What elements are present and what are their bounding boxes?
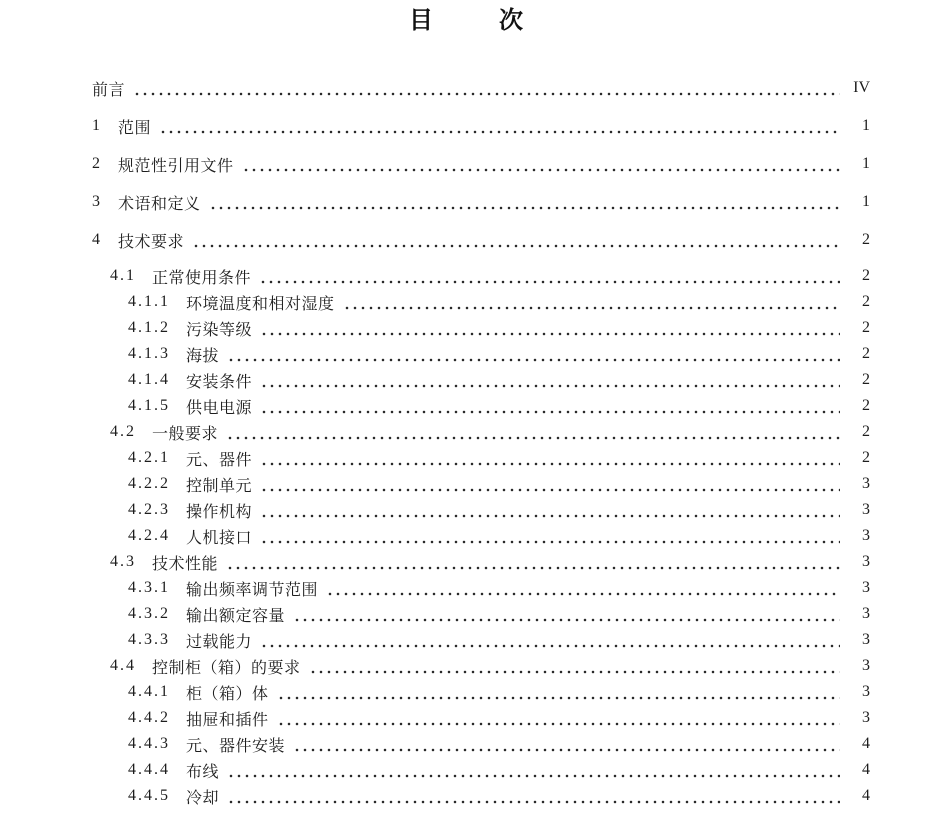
toc-entry-page: 3 <box>862 657 870 674</box>
toc-entry-number: 4.1.5 <box>128 397 170 414</box>
toc-entry-page: 1 <box>862 117 870 134</box>
toc-entry-4-4-1[interactable] <box>0 679 938 705</box>
toc-leader-dots <box>277 705 840 731</box>
toc-leader-dots <box>227 341 840 367</box>
toc-entry-page: 2 <box>862 345 870 362</box>
toc-leader-dots <box>226 549 840 575</box>
toc-entry-4-2-1[interactable] <box>0 445 938 471</box>
toc-entry-number: 4.1 <box>110 267 136 284</box>
toc-entry-number: 4.4.3 <box>128 735 170 752</box>
toc-entry-title: 控制柜（箱）的要求 <box>152 659 301 677</box>
toc-entry-title: 海拔 <box>186 347 220 365</box>
toc-entry-4-2[interactable] <box>0 419 938 445</box>
toc-entry-page: IV <box>853 79 870 96</box>
toc-entry-4-1-5[interactable] <box>0 393 938 419</box>
toc-entry-title: 操作机构 <box>186 503 253 521</box>
toc-leader-dots <box>192 227 840 253</box>
toc-entry-4[interactable] <box>0 227 938 253</box>
toc-entry-number: 4.3.2 <box>128 605 170 622</box>
toc-leader-dots <box>227 783 840 809</box>
toc-leader-dots <box>260 497 840 523</box>
toc-entry-2[interactable] <box>0 151 938 177</box>
toc-entry-foreword[interactable] <box>0 75 938 101</box>
toc-entry-page: 2 <box>862 293 870 310</box>
toc-entry-page: 3 <box>862 501 870 518</box>
toc-entry-title: 正常使用条件 <box>152 269 252 287</box>
toc-leader-dots <box>260 315 840 341</box>
toc-entry-title: 控制单元 <box>186 477 253 495</box>
toc-entry-page: 3 <box>862 683 870 700</box>
toc-entry-title: 污染等级 <box>186 321 253 339</box>
toc-entry-number: 4.4 <box>110 657 136 674</box>
toc-entry-title: 抽屉和插件 <box>186 711 269 729</box>
toc-entry-number: 4.4.5 <box>128 787 170 804</box>
toc-entry-page: 2 <box>862 319 870 336</box>
page-title: 目 次 <box>409 8 529 34</box>
toc-entry-title: 过载能力 <box>186 633 253 651</box>
toc-entry-number: 4.2.4 <box>128 527 170 544</box>
toc-leader-dots <box>260 445 840 471</box>
toc-entry-title: 环境温度和相对湿度 <box>186 295 335 313</box>
toc-entry-4-2-3[interactable] <box>0 497 938 523</box>
toc-entry-title: 前言 <box>92 81 126 99</box>
toc-entry-page: 2 <box>862 423 870 440</box>
toc-entry-title: 柜（箱）体 <box>186 685 269 703</box>
toc-entry-page: 1 <box>862 155 870 172</box>
toc-entry-number: 2 <box>92 155 102 172</box>
toc-entry-4-2-4[interactable] <box>0 523 938 549</box>
toc-leader-dots <box>226 419 840 445</box>
toc-leader-dots <box>133 75 840 101</box>
toc-entry-4-3-3[interactable] <box>0 627 938 653</box>
toc-entry-number: 4.2.2 <box>128 475 170 492</box>
toc-leader-dots <box>343 289 840 315</box>
toc-entry-page: 3 <box>862 553 870 570</box>
toc-entry-title: 输出频率调节范围 <box>186 581 319 599</box>
toc-entry-page: 2 <box>862 371 870 388</box>
toc-entry-title: 冷却 <box>186 789 220 807</box>
toc-entry-title: 一般要求 <box>152 425 219 443</box>
toc-entry-page: 4 <box>862 787 870 804</box>
toc-entry-number: 4.1.1 <box>128 293 170 310</box>
toc-entry-4-4-2[interactable] <box>0 705 938 731</box>
toc-entry-number: 4.4.1 <box>128 683 170 700</box>
toc-entry-page: 3 <box>862 475 870 492</box>
toc-entry-page: 3 <box>862 527 870 544</box>
toc-entry-number: 4.1.3 <box>128 345 170 362</box>
toc-leader-dots <box>242 151 840 177</box>
toc-entry-number: 4.2.3 <box>128 501 170 518</box>
toc-entry-4-2-2[interactable] <box>0 471 938 497</box>
toc-leader-dots <box>260 471 840 497</box>
toc-entry-title: 术语和定义 <box>118 195 201 213</box>
toc-leader-dots <box>260 627 840 653</box>
toc-entry-title: 技术要求 <box>118 233 185 251</box>
toc-entry-number: 4 <box>92 231 102 248</box>
toc-entry-title: 安装条件 <box>186 373 253 391</box>
toc-entry-4-1-3[interactable] <box>0 341 938 367</box>
toc-entry-page: 3 <box>862 579 870 596</box>
toc-entry-page: 4 <box>862 735 870 752</box>
toc-leader-dots <box>309 653 840 679</box>
toc-entry-page: 2 <box>862 267 870 284</box>
toc-entry-title: 人机接口 <box>186 529 253 547</box>
toc-entry-4-1-2[interactable] <box>0 315 938 341</box>
toc-leader-dots <box>293 601 840 627</box>
toc-entry-number: 4.1.2 <box>128 319 170 336</box>
toc-entry-title: 规范性引用文件 <box>118 157 234 175</box>
toc-entry-number: 4.4.2 <box>128 709 170 726</box>
toc-entry-title: 输出额定容量 <box>186 607 286 625</box>
toc-entry-4-4-3[interactable] <box>0 731 938 757</box>
toc-leader-dots <box>326 575 840 601</box>
toc-entry-title: 范围 <box>118 119 152 137</box>
toc-leader-dots <box>293 731 840 757</box>
toc-entry-title: 供电电源 <box>186 399 253 417</box>
toc-entry-number: 4.3.3 <box>128 631 170 648</box>
toc-leader-dots <box>209 189 840 215</box>
toc-entry-title: 元、器件安装 <box>186 737 286 755</box>
toc-entry-title: 布线 <box>186 763 220 781</box>
toc-entry-title: 技术性能 <box>152 555 219 573</box>
toc-entry-number: 4.2.1 <box>128 449 170 466</box>
toc-entry-page: 2 <box>862 231 870 248</box>
toc-entry-page: 1 <box>862 193 870 210</box>
toc-entry-page: 2 <box>862 397 870 414</box>
toc-entry-number: 1 <box>92 117 102 134</box>
table-of-contents <box>0 75 938 809</box>
toc-entry-number: 3 <box>92 193 102 210</box>
toc-entry-number: 4.2 <box>110 423 136 440</box>
toc-entry-4-4-4[interactable] <box>0 757 938 783</box>
toc-entry-page: 3 <box>862 631 870 648</box>
toc-entry-4-4-5[interactable] <box>0 783 938 809</box>
toc-entry-4-1-4[interactable] <box>0 367 938 393</box>
toc-leader-dots <box>159 113 840 139</box>
toc-entry-page: 3 <box>862 605 870 622</box>
toc-entry-4-3-1[interactable] <box>0 575 938 601</box>
toc-entry-4-3-2[interactable] <box>0 601 938 627</box>
toc-entry-number: 4.3.1 <box>128 579 170 596</box>
toc-entry-4-1-1[interactable] <box>0 289 938 315</box>
toc-entry-number: 4.4.4 <box>128 761 170 778</box>
toc-entry-page: 2 <box>862 449 870 466</box>
toc-leader-dots <box>260 393 840 419</box>
toc-entry-4-3[interactable] <box>0 549 938 575</box>
toc-leader-dots <box>260 367 840 393</box>
toc-entry-4-4[interactable] <box>0 653 938 679</box>
toc-entry-page: 3 <box>862 709 870 726</box>
toc-entry-number: 4.3 <box>110 553 136 570</box>
toc-entry-title: 元、器件 <box>186 451 253 469</box>
toc-leader-dots <box>260 523 840 549</box>
toc-leader-dots <box>259 263 840 289</box>
toc-leader-dots <box>277 679 840 705</box>
toc-entry-number: 4.1.4 <box>128 371 170 388</box>
toc-entry-1[interactable] <box>0 113 938 139</box>
toc-leader-dots <box>227 757 840 783</box>
toc-entry-page: 4 <box>862 761 870 778</box>
toc-entry-4-1[interactable] <box>0 263 938 289</box>
toc-entry-3[interactable] <box>0 189 938 215</box>
